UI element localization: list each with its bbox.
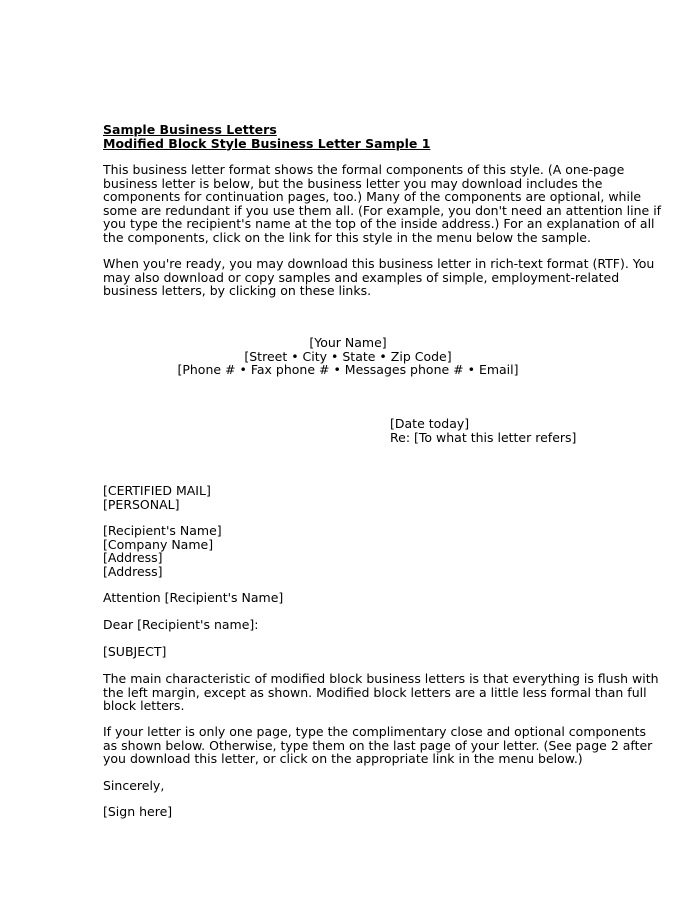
- attention-text: Attention [Recipient's Name]: [103, 590, 284, 605]
- text-line: When you're ready, you may download this business letter in rich-text format (RTF). You: [103, 256, 655, 271]
- document-title: Sample Business Letters: [103, 122, 277, 137]
- text-line: may also download or copy samples and examples of simple, employment-related: [103, 269, 620, 285]
- document-heading: [103, 123, 603, 150]
- text-line: business letter is below, but the business letter you may download includes the: [103, 175, 603, 191]
- date-block: [390, 417, 576, 444]
- body-paragraph-1: [103, 671, 659, 713]
- address-line-1: [Address]: [103, 550, 163, 565]
- text-line: block letters.: [103, 698, 185, 713]
- text-line: the left margin, except as shown. Modified block letters are a little less formal than full: [103, 684, 647, 700]
- text-line: some are redundant if you use them all. (For example, you don't need an attention line if: [103, 202, 662, 218]
- text-line: the components, click on the link for this style in the menu below the sample.: [103, 229, 591, 245]
- company-name: [Company Name]: [103, 536, 214, 552]
- text-line: business letters, by clicking on these links.: [103, 283, 372, 298]
- closing-text: Sincerely,: [103, 778, 165, 793]
- body-paragraph-2: [103, 724, 653, 766]
- document-subtitle: Modified Block Style Business Letter Sample 1: [103, 135, 431, 151]
- subject-text: [SUBJECT]: [103, 644, 167, 659]
- signature-text: [Sign here]: [103, 804, 173, 819]
- text-line: The main characteristic of modified block business letters is that everything is flush with: [103, 671, 659, 686]
- letter-date: [Date today]: [390, 416, 470, 431]
- intro-paragraph-2: [103, 256, 655, 298]
- certified-notation: [CERTIFIED MAIL]: [103, 483, 211, 498]
- text-line: you download this letter, or click on the appropriate link in the menu below.): [103, 751, 583, 766]
- intro-paragraph-1: [103, 162, 662, 245]
- mail-notations: [103, 484, 603, 511]
- letterhead: [0, 336, 696, 377]
- sender-contact: [Phone # • Fax phone # • Messages phone # • Email]: [177, 362, 519, 377]
- attention-line: [103, 591, 603, 605]
- sender-address: [Street • City • State • Zip Code]: [244, 348, 452, 364]
- inside-address: [103, 524, 603, 578]
- address-line-2: [Address]: [103, 563, 163, 579]
- salutation: [103, 618, 603, 632]
- text-line: If your letter is only one page, type the complimentary close and optional components: [103, 724, 647, 739]
- complimentary-close: [103, 779, 603, 793]
- signature-line: [103, 805, 603, 819]
- reference-line: Re: [To what this letter refers]: [390, 429, 577, 445]
- text-line: as shown below. Otherwise, type them on the last page of your letter. (See page 2 after: [103, 737, 653, 753]
- text-line: you type the recipient's name at the top of the inside address.) For an explanation of all: [103, 216, 655, 231]
- sender-name: [Your Name]: [309, 335, 387, 350]
- recipient-name: [Recipient's Name]: [103, 523, 222, 538]
- text-line: components for continuation pages, too.) Many of the components are optional, while: [103, 189, 642, 204]
- text-line: This business letter format shows the formal components of this style. (A one-page: [103, 162, 625, 177]
- personal-notation: [PERSONAL]: [103, 496, 180, 512]
- salutation-text: Dear [Recipient's name]:: [103, 617, 259, 632]
- subject-line: [103, 645, 603, 659]
